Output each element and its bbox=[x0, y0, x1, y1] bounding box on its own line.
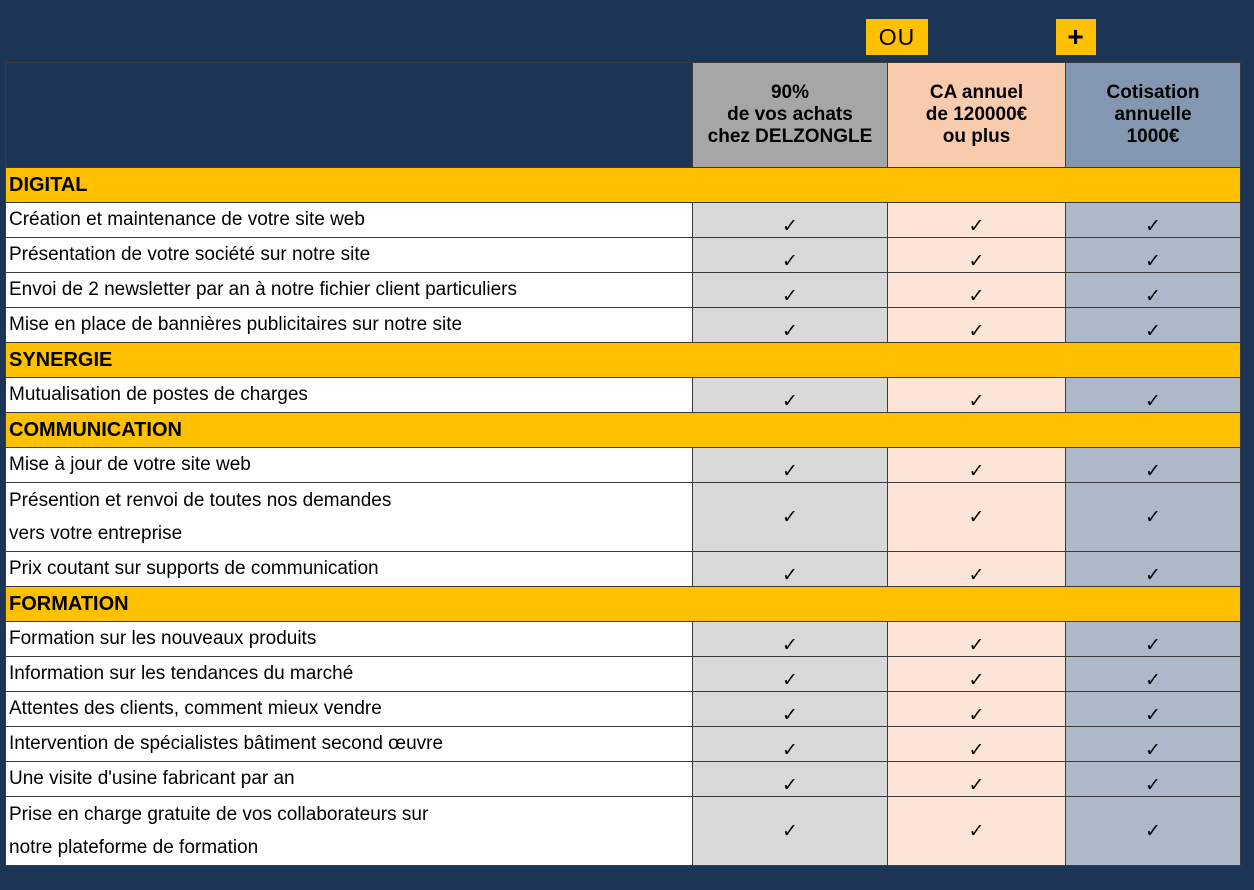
row-label: Présentation de votre société sur notre site bbox=[6, 238, 693, 273]
checkmark-icon: ✓ bbox=[1066, 238, 1241, 273]
checkmark-icon: ✓ bbox=[888, 203, 1066, 238]
checkmark-icon: ✓ bbox=[693, 273, 888, 308]
checkmark-icon: ✓ bbox=[888, 692, 1066, 727]
row-label: Mutualisation de postes de charges bbox=[6, 378, 693, 413]
checkmark-icon: ✓ bbox=[888, 238, 1066, 273]
section-title: FORMATION bbox=[6, 587, 1241, 622]
checkmark-icon: ✓ bbox=[1066, 797, 1241, 866]
checkmark-icon: ✓ bbox=[888, 622, 1066, 657]
ou-badge: OU bbox=[866, 19, 928, 55]
table-row bbox=[6, 657, 1241, 692]
section-row bbox=[6, 168, 1241, 203]
table-row bbox=[6, 308, 1241, 343]
header-row bbox=[6, 63, 1241, 168]
row-label: Intervention de spécialistes bâtiment second œuvre bbox=[6, 727, 693, 762]
checkmark-icon: ✓ bbox=[1066, 273, 1241, 308]
row-label: Présention et renvoi de toutes nos demandes vers votre entreprise bbox=[6, 483, 693, 552]
checkmark-icon: ✓ bbox=[888, 483, 1066, 552]
checkmark-icon: ✓ bbox=[1066, 552, 1241, 587]
checkmark-icon: ✓ bbox=[693, 448, 888, 483]
row-label: Prix coutant sur supports de communication bbox=[6, 552, 693, 587]
checkmark-icon: ✓ bbox=[888, 797, 1066, 866]
section-title: COMMUNICATION bbox=[6, 413, 1241, 448]
checkmark-icon: ✓ bbox=[693, 238, 888, 273]
table-row bbox=[6, 238, 1241, 273]
row-label: Information sur les tendances du marché bbox=[6, 657, 693, 692]
checkmark-icon: ✓ bbox=[1066, 203, 1241, 238]
checkmark-icon: ✓ bbox=[1066, 762, 1241, 797]
row-label: Mise en place de bannières publicitaires sur notre site bbox=[6, 308, 693, 343]
table-row bbox=[6, 273, 1241, 308]
checkmark-icon: ✓ bbox=[888, 448, 1066, 483]
benefits-table bbox=[5, 62, 1241, 866]
checkmark-icon: ✓ bbox=[693, 378, 888, 413]
row-label: Une visite d'usine fabricant par an bbox=[6, 762, 693, 797]
table-row bbox=[6, 727, 1241, 762]
section-row bbox=[6, 587, 1241, 622]
checkmark-icon: ✓ bbox=[888, 762, 1066, 797]
table-row bbox=[6, 692, 1241, 727]
checkmark-icon: ✓ bbox=[693, 622, 888, 657]
table-row bbox=[6, 762, 1241, 797]
section-row bbox=[6, 413, 1241, 448]
checkmark-icon: ✓ bbox=[888, 727, 1066, 762]
checkmark-icon: ✓ bbox=[693, 797, 888, 866]
checkmark-icon: ✓ bbox=[1066, 657, 1241, 692]
column-header-revenue: CA annuel de 120000€ ou plus bbox=[888, 63, 1066, 168]
checkmark-icon: ✓ bbox=[1066, 448, 1241, 483]
checkmark-icon: ✓ bbox=[693, 203, 888, 238]
checkmark-icon: ✓ bbox=[888, 378, 1066, 413]
checkmark-icon: ✓ bbox=[693, 552, 888, 587]
row-label: Envoi de 2 newsletter par an à notre fichier client particuliers bbox=[6, 273, 693, 308]
table-row bbox=[6, 483, 1241, 552]
section-row bbox=[6, 343, 1241, 378]
table-row bbox=[6, 797, 1241, 866]
table-row bbox=[6, 448, 1241, 483]
row-label: Prise en charge gratuite de vos collaborateurs sur notre plateforme de formation bbox=[6, 797, 693, 866]
table-row bbox=[6, 622, 1241, 657]
table-row bbox=[6, 552, 1241, 587]
plus-badge: + bbox=[1056, 19, 1096, 55]
table-row bbox=[6, 203, 1241, 238]
checkmark-icon: ✓ bbox=[693, 692, 888, 727]
checkmark-icon: ✓ bbox=[1066, 692, 1241, 727]
checkmark-icon: ✓ bbox=[1066, 483, 1241, 552]
column-header-membership: Cotisation annuelle 1000€ bbox=[1066, 63, 1241, 168]
row-label: Création et maintenance de votre site web bbox=[6, 203, 693, 238]
checkmark-icon: ✓ bbox=[693, 762, 888, 797]
checkmark-icon: ✓ bbox=[888, 273, 1066, 308]
column-header-purchases: 90% de vos achats chez DELZONGLE bbox=[693, 63, 888, 168]
checkmark-icon: ✓ bbox=[693, 483, 888, 552]
checkmark-icon: ✓ bbox=[888, 552, 1066, 587]
checkmark-icon: ✓ bbox=[1066, 622, 1241, 657]
checkmark-icon: ✓ bbox=[1066, 727, 1241, 762]
row-label: Formation sur les nouveaux produits bbox=[6, 622, 693, 657]
checkmark-icon: ✓ bbox=[1066, 308, 1241, 343]
checkmark-icon: ✓ bbox=[888, 657, 1066, 692]
row-label: Attentes des clients, comment mieux vendre bbox=[6, 692, 693, 727]
header-blank bbox=[6, 63, 693, 168]
row-label: Mise à jour de votre site web bbox=[6, 448, 693, 483]
table-row bbox=[6, 378, 1241, 413]
section-title: SYNERGIE bbox=[6, 343, 1241, 378]
checkmark-icon: ✓ bbox=[693, 657, 888, 692]
checkmark-icon: ✓ bbox=[693, 308, 888, 343]
section-title: DIGITAL bbox=[6, 168, 1241, 203]
checkmark-icon: ✓ bbox=[693, 727, 888, 762]
checkmark-icon: ✓ bbox=[1066, 378, 1241, 413]
checkmark-icon: ✓ bbox=[888, 308, 1066, 343]
